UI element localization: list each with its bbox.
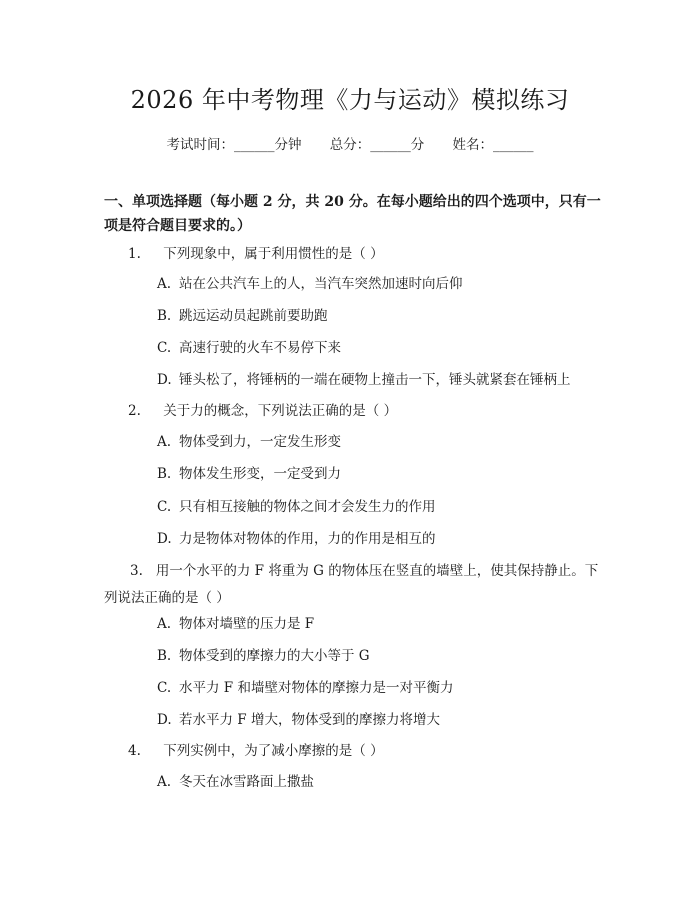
- option-text: 物体受到力，一定发生形变: [179, 434, 341, 450]
- question-2-option-a: [157, 432, 607, 452]
- question-3-option-a: [157, 614, 607, 634]
- option-text: 跳远运动员起跳前要助跑: [179, 308, 328, 324]
- question-1-option-b: [157, 306, 607, 326]
- student-name-field: 姓名：______: [452, 137, 534, 153]
- question-1-option-a: [157, 274, 607, 294]
- option-letter: B.: [157, 648, 172, 664]
- option-text: 锤头松了，将锤柄的一端在硬物上撞击一下，锤头就紧套在锤柄上: [179, 372, 571, 388]
- question-2-option-c: [157, 497, 607, 517]
- option-letter: A.: [157, 774, 172, 790]
- question-2: [104, 398, 604, 425]
- question-stem: 下列实例中，为了减小摩擦的是（ ）: [163, 743, 384, 759]
- question-4: [104, 738, 604, 765]
- question-3-option-c: [157, 678, 607, 698]
- option-text: 物体发生形变，一定受到力: [179, 466, 341, 482]
- option-text: 只有相互接触的物体之间才会发生力的作用: [179, 499, 436, 515]
- question-stem: [104, 558, 604, 612]
- question-1-option-d: [157, 370, 607, 390]
- question-number: 4.: [128, 743, 141, 759]
- question-stem: 下列现象中，属于利用惯性的是（ ）: [163, 246, 384, 262]
- option-letter: C.: [157, 680, 172, 696]
- option-text: 力是物体对物体的作用，力的作用是相互的: [179, 531, 436, 547]
- question-3-option-b: [157, 646, 607, 666]
- option-letter: A.: [157, 616, 172, 632]
- option-letter: C.: [157, 340, 172, 356]
- option-text: 站在公共汽车上的人，当汽车突然加速时向后仰: [179, 276, 463, 292]
- option-text: 物体受到的摩擦力的大小等于 G: [179, 648, 370, 664]
- option-text: 水平力 F 和墙壁对物体的摩擦力是一对平衡力: [179, 680, 454, 696]
- option-letter: C.: [157, 499, 172, 515]
- option-letter: B.: [157, 308, 172, 324]
- question-1-option-c: [157, 338, 607, 358]
- question-3: [104, 558, 604, 612]
- question-1: [104, 241, 604, 268]
- option-text: 高速行驶的火车不易停下来: [179, 340, 341, 356]
- exam-time-field: 考试时间：______分钟: [166, 137, 302, 153]
- question-2-option-d: [157, 529, 607, 549]
- option-letter: B.: [157, 466, 172, 482]
- option-letter: D.: [157, 372, 172, 388]
- question-2-option-b: [157, 464, 607, 484]
- question-3-option-d: [157, 710, 607, 730]
- question-stem-text: 用一个水平的力 F 将重为 G 的物体压在竖直的墙壁上，使其保持静止。下列说法正确的是（ ）: [104, 563, 599, 606]
- section-heading: 一、单项选择题（每小题 2 分，共 20 分。在每小题给出的四个选项中，只有一项是符合题目要求的。）: [104, 194, 601, 234]
- exam-info-bar: [0, 133, 700, 153]
- question-number: 1.: [128, 246, 141, 262]
- option-letter: A.: [157, 434, 172, 450]
- page-title: 2026 年中考物理《力与运动》模拟练习: [130, 86, 570, 114]
- question-stem: 关于力的概念，下列说法正确的是（ ）: [163, 403, 398, 419]
- option-letter: D.: [157, 531, 172, 547]
- option-text: 若水平力 F 增大，物体受到的摩擦力将增大: [179, 712, 440, 728]
- total-score-field: 总分：______分: [329, 137, 425, 153]
- question-4-option-a: [157, 772, 607, 792]
- option-text: 物体对墙壁的压力是 F: [179, 616, 315, 632]
- question-number: 3.: [130, 563, 143, 579]
- option-letter: D.: [157, 712, 172, 728]
- option-letter: A.: [157, 276, 172, 292]
- option-text: 冬天在冰雪路面上撒盐: [179, 774, 314, 790]
- question-number: 2.: [128, 403, 141, 419]
